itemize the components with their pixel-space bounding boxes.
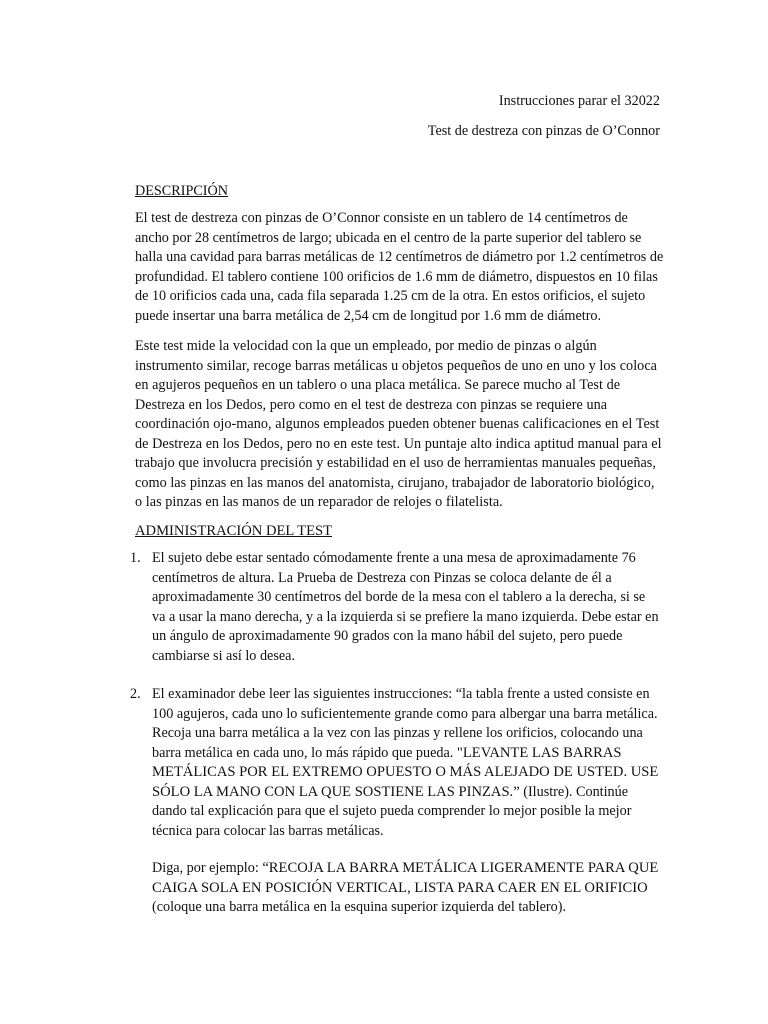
document-title: Test de destreza con pinzas de O’Connor — [427, 123, 660, 139]
instruction-text-continued: (Ilustre). Continúe dando tal explicación para que el sujeto pueda comprender lo mejor posible la mejor técnica para colocar las barras metálicas. — [152, 783, 632, 839]
list-item-number: 1. — [130, 550, 141, 566]
example-note: (coloque una barra metálica en la esquina superior izquierda del tablero). — [152, 899, 567, 915]
document-header-line-1: Instrucciones parar el 32022 — [498, 93, 660, 109]
example-intro: Diga, por ejemplo: — [152, 860, 263, 876]
example-quote-caps: “RECOJA LA BARRA METÁLICA LIGERAMENTE PARA QUE CAIGA SOLA EN POSICIÓN VERTICAL, LISTA PARA CAER EN EL ORIFICIO — [152, 860, 659, 896]
list-item-text — [152, 685, 662, 841]
list-item-text: El sujeto debe estar sentado cómodamente frente a una mesa de aproximadamente 76 centímetros de altura. La Prueba de Destreza con Pinzas se coloca delante de él a aproximadamente 30 centímetros del borde de la mesa con el tablero a la derecha, si se va a usar la mano derecha, y a la izquierda si se prefiere la mano izquierda. Debe estar en un ángulo de aproximadamente 90 grados con la mano hábil del sujeto, pero puede cambiarse si así lo desea. — [152, 550, 659, 664]
instruction-quote-caps: "LEVANTE LAS BARRAS METÁLICAS POR EL EXTREMO OPUESTO O MÁS ALEJADO DE USTED. USE SÓLO LA MANO CON LA QUE SOSTIENE LAS PINZAS.” — [152, 744, 659, 800]
section-heading-description: DESCRIPCIÓN — [135, 183, 229, 199]
description-paragraph-2: Este test mide la velocidad con la que un empleado, por medio de pinzas o algún instrumento similar, recoge barras metálicas u objetos pequeños de uno en uno y los coloca en agujeros pequeños en un tablero o una placa metálica. Se parece mucho al Test de Destreza en los Dedos, pero como en el test de destreza con pinzas se requiere una coordinación ojo-mano, algunos empleados pueden obtener buenas calificaciones en el Test de Destreza en los Dedos, pero no en este test. Un puntaje alto indica aptitud manual para el trabajo que involucra precisión y estabilidad en el uso de herramientas manuales pequeñas, como las pinzas en las manos del anatomista, cirujano, trabajador de laboratorio biológico, o las pinzas en las manos de un reparador de relojes o filatelista. — [135, 338, 662, 510]
description-paragraph-1: El test de destreza con pinzas de O’Connor consiste en un tablero de 14 centímetros de ancho por 28 centímetros de largo; ubicada en el centro de la parte superior del tablero se halla una cavidad para barras metálicas de 12 centímetros de diámetro por 1.2 centímetros de profundidad. El tablero contiene 100 orificios de 1.6 mm de diámetro, dispuestos en 10 filas de 10 orificios cada una, cada fila separada 1.25 cm de la otra. En estos orificios, el sujeto puede insertar una barra metálica de 2,54 cm de longitud por 1.6 mm de diámetro. — [135, 210, 664, 324]
list-item-number: 2. — [130, 686, 141, 702]
list-item-subparagraph — [152, 859, 662, 918]
section-heading-administration: ADMINISTRACIÓN DEL TEST — [135, 523, 333, 539]
instruction-text: El examinador debe leer las siguientes instrucciones: “la tabla frente a usted consiste en 100 agujeros, cada uno lo suficientemente grande como para albergar una barra metálica. Recoja una barra metálica a la vez con las pinzas y rellene los orificios, colocando una barra metálica en cada uno, lo más rápido que pueda. — [152, 686, 658, 761]
